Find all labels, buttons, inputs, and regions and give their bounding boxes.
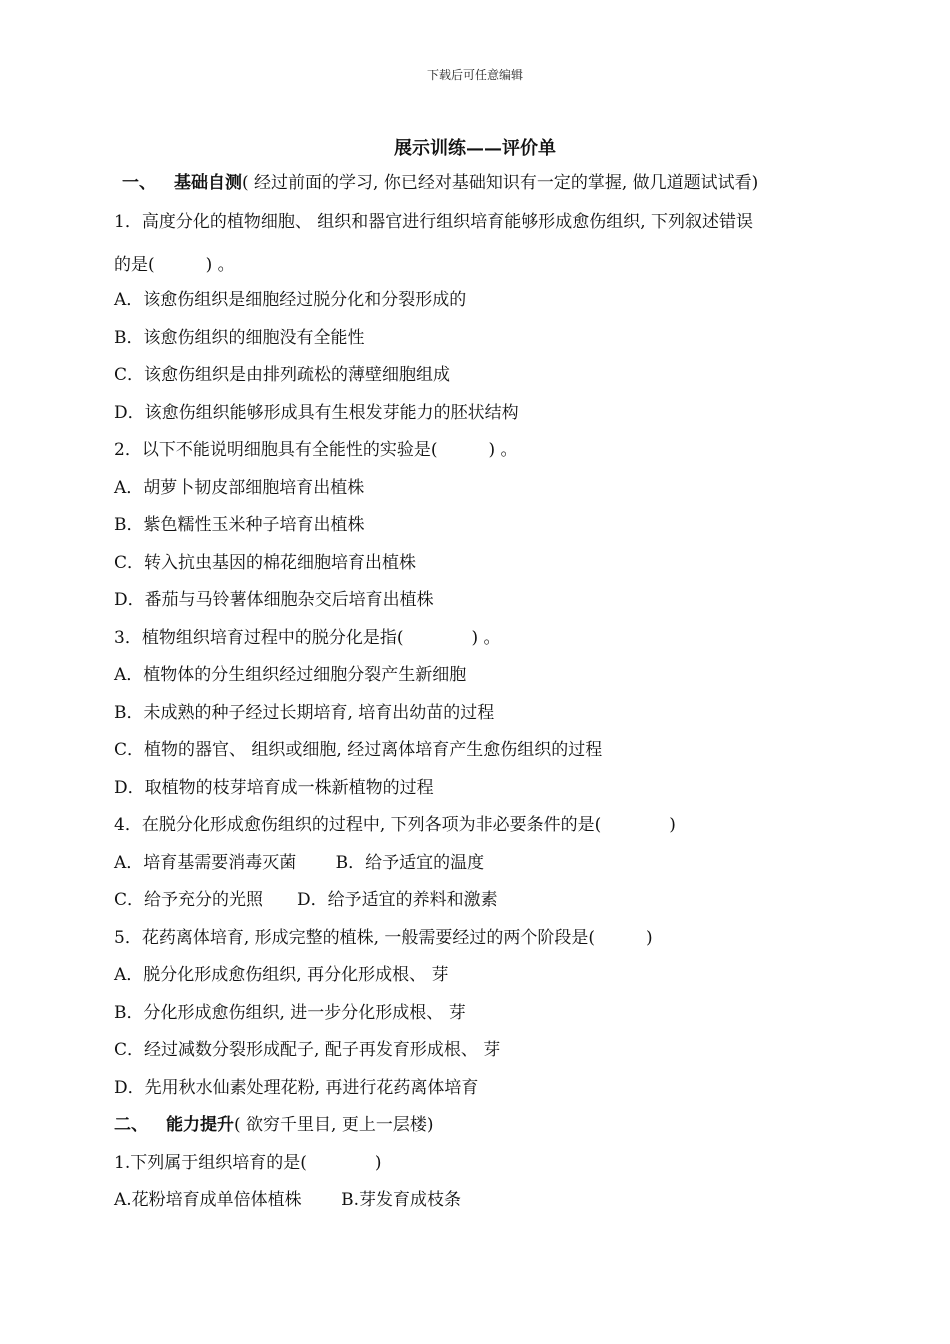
q2-option-d: D．番茄与马铃薯体细胞杂交后培育出植株 [114, 590, 434, 610]
q1-option-c: C．该愈伤组织是由排列疏松的薄壁细胞组成 [114, 365, 451, 385]
q1-stem-line2: 的是( ) 。 [114, 255, 235, 275]
q2-option-a: A．胡萝卜韧皮部细胞培育出植株 [114, 478, 365, 498]
q1-option-a: A．该愈伤组织是细胞经过脱分化和分裂形成的 [114, 290, 467, 310]
section-2-note: ( 欲穷千里目, 更上一层楼) [234, 1115, 434, 1135]
q4-stem: 4．在脱分化形成愈伤组织的过程中, 下列各项为非必要条件的是( ) [114, 815, 676, 835]
q3-option-b: B．未成熟的种子经过长期培育, 培育出幼苗的过程 [114, 703, 495, 723]
q2-option-c: C．转入抗虫基因的棉花细胞培育出植株 [114, 553, 417, 573]
q1-stem-line1: 1．高度分化的植物细胞、 组织和器官进行组织培育能够形成愈伤组织, 下列叙述错误 [114, 212, 754, 232]
q1-option-b: B．该愈伤组织的细胞没有全能性 [114, 328, 365, 348]
q3-stem: 3．植物组织培育过程中的脱分化是指( ) 。 [114, 628, 501, 648]
q1-option-d: D．该愈伤组织能够形成具有生根发芽能力的胚状结构 [114, 403, 519, 423]
p1-options-ab: A.花粉培育成单倍体植株 B.芽发育成枝条 [114, 1190, 461, 1210]
q5-option-b: B．分化形成愈伤组织, 进一步分化形成根、 芽 [114, 1003, 466, 1023]
q5-option-a: A．脱分化形成愈伤组织, 再分化形成根、 芽 [114, 965, 449, 985]
q3-option-d: D．取植物的枝芽培育成一株新植物的过程 [114, 778, 434, 798]
q3-option-c: C．植物的器官、 组织或细胞, 经过离体培育产生愈伤组织的过程 [114, 740, 603, 760]
q5-stem: 5．花药离体培育, 形成完整的植株, 一般需要经过的两个阶段是( ) [114, 928, 653, 948]
section-2-number: 二、 [114, 1115, 148, 1135]
section-2-heading [114, 1114, 433, 1136]
q2-stem: 2．以下不能说明细胞具有全能性的实验是( ) 。 [114, 440, 518, 460]
section-1-title: 基础自测 [174, 173, 242, 193]
q2-option-b: B．紫色糯性玉米种子培育出植株 [114, 515, 365, 535]
p1-stem: 1.下列属于组织培育的是( ) [114, 1153, 382, 1173]
section-1-note: ( 经过前面的学习, 你已经对基础知识有一定的掌握, 做几道题试试看) [242, 173, 759, 193]
q5-option-c: C．经过减数分裂形成配子, 配子再发育形成根、 芽 [114, 1040, 501, 1060]
section-1-heading [122, 172, 758, 194]
q3-option-a: A．植物体的分生组织经过细胞分裂产生新细胞 [114, 665, 467, 685]
header-note: 下载后可任意编辑 [426, 68, 523, 82]
page-title: 展示训练——评价单 [394, 138, 556, 159]
section-1-number: 一、 [122, 173, 156, 193]
q4-options-ab: A．培育基需要消毒灭菌 B．给予适宜的温度 [114, 853, 485, 873]
q5-option-d: D．先用秋水仙素处理花粉, 再进行花药离体培育 [114, 1078, 479, 1098]
section-2-title: 能力提升 [166, 1115, 234, 1135]
q4-options-cd: C．给予充分的光照 D．给予适宜的养料和激素 [114, 890, 498, 910]
